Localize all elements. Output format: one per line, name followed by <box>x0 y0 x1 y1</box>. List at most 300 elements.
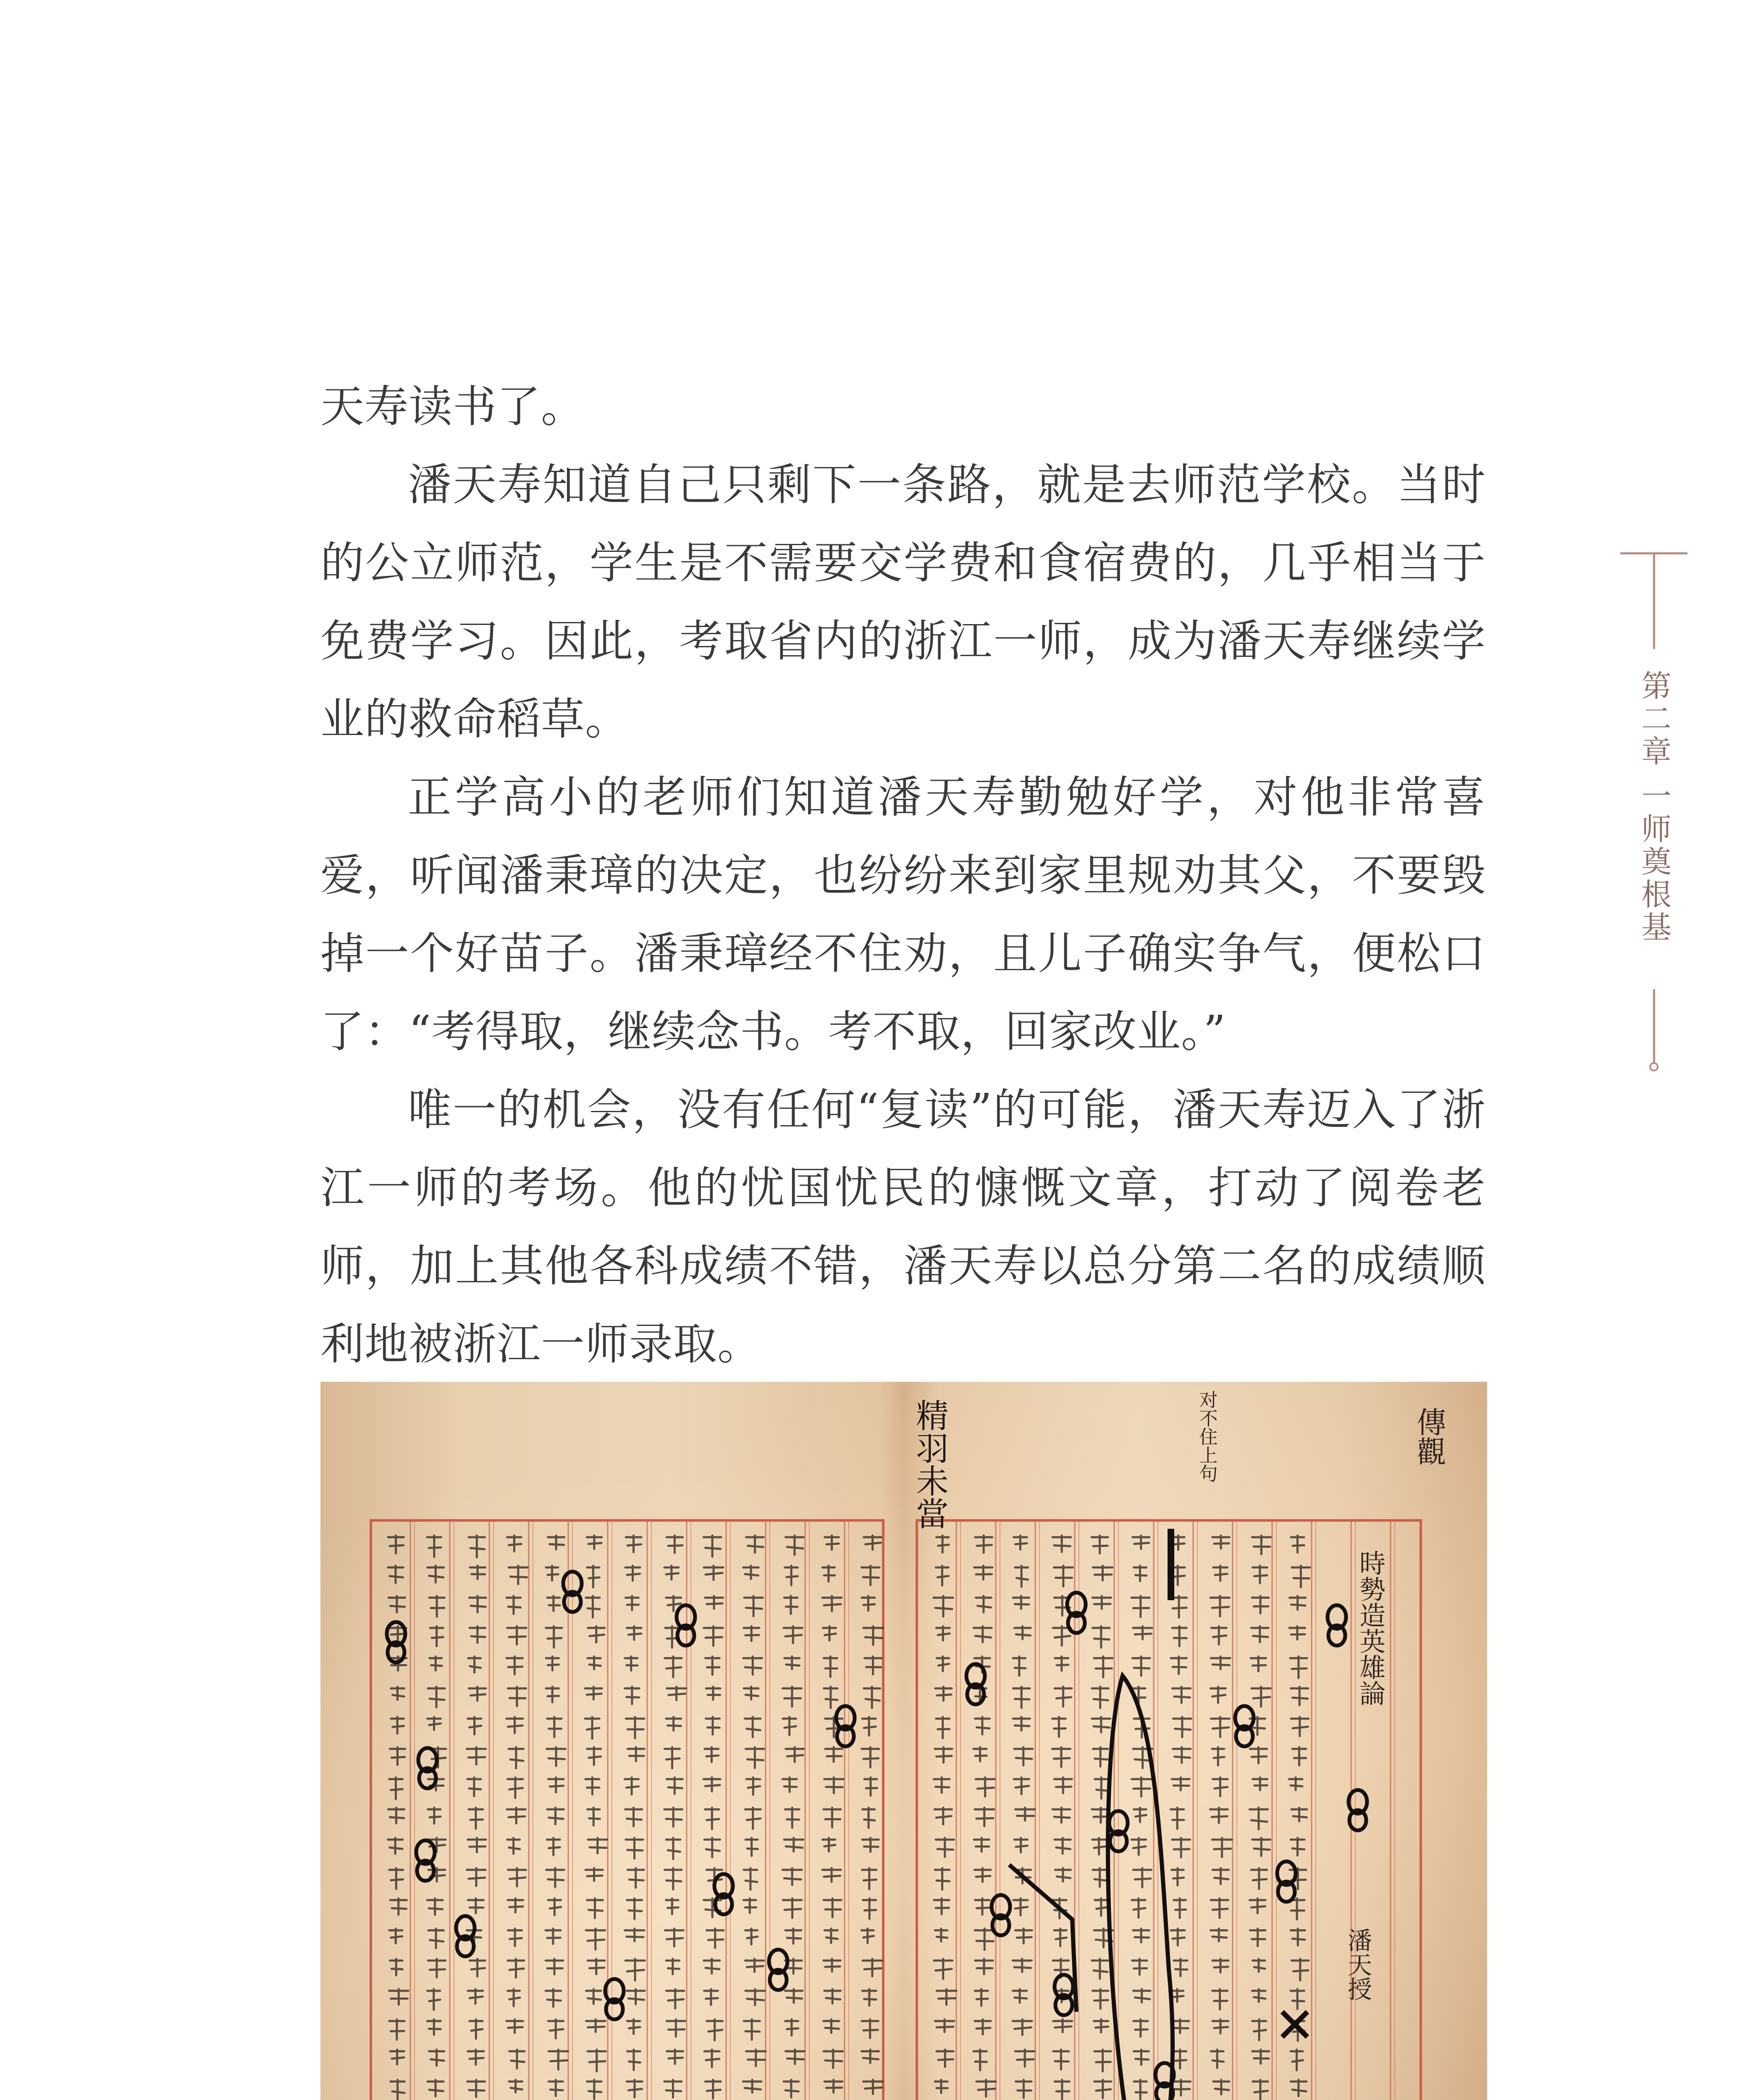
handwriting-stroke <box>506 1656 523 1674</box>
manuscript-annotation-center: 精羽未當 <box>911 1399 948 1530</box>
handwriting-stroke <box>666 1959 679 1974</box>
handwriting-stroke <box>824 1929 837 1943</box>
handwriting-stroke <box>429 2050 444 2066</box>
handwriting-stroke <box>388 1536 404 1553</box>
handwriting-stroke <box>937 2050 953 2067</box>
handwriting-stroke <box>864 1687 880 1708</box>
handwriting-stroke <box>391 1717 404 1734</box>
handwriting-stroke <box>1013 1989 1026 2003</box>
handwriting-stroke <box>743 1656 762 1675</box>
handwriting-stroke <box>587 1566 599 1588</box>
handwriting-stroke <box>389 1777 403 1799</box>
handwriting-stroke <box>548 1898 561 1915</box>
handwriting-stroke <box>935 1747 953 1763</box>
chapter-tab <box>1620 552 1687 1077</box>
handwriting-stroke <box>470 1566 485 1579</box>
handwriting-stroke <box>547 1596 560 1611</box>
handwriting-stroke <box>1249 1898 1265 1913</box>
handwriting-stroke <box>784 1838 803 1851</box>
paragraph-3: 正学高小的老师们知道潘天寿勤勉好学，对他非常喜爱，听闻潘秉璋的决定，也纷纷来到家里规劝其父，不要毁掉一个好苗子。潘秉璋经不住劝，且儿子确实争气，便松口了：“考得取，继续念书。考不取，回家改业。” <box>320 772 1486 1057</box>
handwriting-stroke <box>1211 1898 1228 1918</box>
handwriting-stroke <box>1292 1959 1309 1980</box>
handwriting-stroke <box>1016 2080 1032 2098</box>
handwriting-stroke <box>1289 1777 1302 1790</box>
handwriting-stroke <box>1252 1989 1265 2002</box>
handwriting-stroke <box>706 1929 724 1948</box>
handwriting-stroke <box>1134 2019 1148 2037</box>
handwriting-stroke <box>707 2019 723 2040</box>
handwriting-stroke <box>1134 2080 1147 2100</box>
handwriting-stroke <box>1173 1747 1191 1763</box>
handwriting-stroke <box>1172 1626 1186 1646</box>
handwriting-stroke <box>627 2050 640 2070</box>
handwriting-stroke <box>587 2080 601 2099</box>
handwriting-stroke <box>1055 1687 1071 1706</box>
handwriting-stroke <box>1289 1596 1305 1610</box>
handwriting-stroke <box>745 1808 761 1829</box>
handwriting-stroke <box>1094 1656 1113 1677</box>
handwriting-stroke <box>937 1536 949 1553</box>
handwriting-stroke <box>706 1717 719 1735</box>
handwriting-stroke <box>625 1929 644 1941</box>
handwriting-stroke <box>468 1898 483 1914</box>
handwriting-stroke <box>783 1687 802 1707</box>
handwriting-stroke <box>389 1989 409 2005</box>
handwriting-stroke <box>428 1808 441 1824</box>
handwriting-stroke <box>976 1596 992 1612</box>
handwriting-stroke <box>586 1596 600 1617</box>
handwriting-stroke <box>1291 1838 1304 1856</box>
handwriting-stroke <box>389 2019 405 2040</box>
handwriting-stroke <box>509 2050 525 2068</box>
handwriting-stroke <box>1291 1536 1304 1553</box>
handwriting-stroke <box>509 2080 522 2092</box>
handwriting-stroke <box>427 2019 441 2035</box>
handwriting-stroke <box>1289 1626 1305 1639</box>
handwriting-stroke <box>548 1536 564 1549</box>
handwriting-stroke <box>468 1717 481 1735</box>
handwriting-stroke <box>1013 1687 1030 1708</box>
handwriting-stroke <box>468 1656 481 1672</box>
handwriting-stroke <box>1252 1687 1270 1706</box>
handwriting-stroke <box>863 1959 882 1976</box>
handwriting-stroke <box>627 1898 642 1919</box>
handwriting-stroke <box>546 1687 559 1702</box>
handwriting-stroke <box>824 1687 837 1708</box>
handwriting-stroke <box>1133 1536 1149 1549</box>
handwriting-stroke <box>704 2050 719 2067</box>
handwriting-stroke <box>626 1536 641 1552</box>
body-text <box>320 368 1486 1383</box>
handwriting-stroke <box>1212 1868 1228 1884</box>
handwriting-stroke <box>935 1687 952 1701</box>
handwriting-stroke <box>785 1536 803 1555</box>
handwriting-stroke <box>935 2019 954 2032</box>
handwriting-stroke <box>1134 1808 1147 1822</box>
handwriting-stroke <box>862 1717 876 1735</box>
handwriting-stroke <box>1249 1808 1268 1830</box>
handwriting-stroke <box>467 1747 486 1764</box>
handwriting-stroke <box>744 1868 757 1890</box>
handwriting-stroke <box>547 1808 564 1824</box>
handwriting-stroke <box>625 1808 642 1826</box>
handwriting-stroke <box>1092 1838 1106 1855</box>
handwriting-stroke <box>548 1777 564 1793</box>
handwriting-stroke <box>428 1989 440 2010</box>
handwriting-stroke <box>1053 2050 1069 2069</box>
handwriting-stroke <box>1251 1868 1267 1889</box>
handwriting-stroke <box>1013 1959 1031 1972</box>
handwriting-stroke <box>1290 1656 1307 1678</box>
handwriting-stroke <box>664 2080 682 2097</box>
handwriting-stroke <box>627 1626 641 1640</box>
handwriting-stroke <box>937 1656 949 1671</box>
handwriting-stroke <box>704 1626 723 1646</box>
handwriting-stroke <box>585 1717 599 1739</box>
handwriting-stroke <box>824 2019 839 2033</box>
handwriting-stroke <box>507 1536 522 1551</box>
handwriting-stroke <box>667 1989 684 2008</box>
handwriting-stroke <box>508 1898 523 1912</box>
handwriting-stroke <box>1210 1687 1226 1703</box>
handwriting-stroke <box>1171 1656 1186 1674</box>
handwriting-stroke <box>468 2050 484 2065</box>
handwriting-stroke <box>935 1929 947 1942</box>
handwriting-stroke <box>975 1959 993 1974</box>
handwriting-stroke <box>391 2080 405 2100</box>
handwriting-stroke <box>746 1777 760 1795</box>
handwriting-stroke <box>1013 2019 1032 2035</box>
handwriting-stroke <box>388 1566 404 1583</box>
manuscript-title: 時勢造英雄論 <box>1355 1550 1386 1706</box>
handwriting-stroke <box>546 1626 562 1648</box>
handwriting-stroke <box>974 1566 992 1580</box>
handwriting-stroke <box>863 1626 883 1645</box>
handwriting-stroke <box>745 1838 758 1856</box>
handwriting-stroke <box>508 1929 522 1946</box>
handwriting-stroke <box>1092 1989 1108 2009</box>
handwriting-stroke <box>975 1808 994 1826</box>
handwriting-stroke <box>705 2080 721 2098</box>
handwriting-stroke <box>1092 1717 1110 1732</box>
handwriting-stroke <box>934 1808 952 1824</box>
handwriting-stroke <box>703 1777 720 1791</box>
handwriting-stroke <box>586 2019 606 2032</box>
handwriting-stroke <box>976 2080 996 2097</box>
handwriting-stroke <box>1055 2080 1069 2100</box>
handwriting-stroke <box>745 1747 764 1768</box>
handwriting-stroke <box>547 1838 560 1855</box>
handwriting-stroke <box>1052 1536 1071 1552</box>
handwriting-stroke <box>745 1717 761 1737</box>
handwriting-stroke <box>1291 1989 1304 2009</box>
handwriting-stroke <box>508 1989 520 2006</box>
handwriting-stroke <box>862 1989 876 2006</box>
handwriting-stroke <box>585 1687 602 1699</box>
handwriting-stroke <box>1211 1717 1229 1737</box>
handwriting-stroke <box>974 1838 989 1852</box>
handwriting-stroke <box>1212 2019 1228 2033</box>
handwriting-stroke <box>470 1626 485 1643</box>
handwriting-stroke <box>1054 1566 1073 1586</box>
handwriting-stroke <box>937 1989 956 2005</box>
handwriting-stroke <box>1174 1959 1187 1976</box>
handwriting-stroke <box>1094 2080 1111 2098</box>
handwriting-stroke <box>704 1566 723 1580</box>
handwriting-stroke <box>467 1868 486 1886</box>
handwriting-stroke <box>862 1747 879 1767</box>
handwriting-stroke <box>507 1838 520 1854</box>
handwriting-stroke <box>586 1929 605 1950</box>
handwriting-stroke <box>824 1808 841 1827</box>
handwriting-stroke <box>705 1808 719 1829</box>
handwriting-stroke <box>1291 1717 1309 1736</box>
handwriting-stroke <box>1053 2019 1072 2032</box>
handwriting-stroke <box>508 1959 524 1978</box>
handwriting-stroke <box>1092 1536 1108 1553</box>
handwriting-stroke <box>706 1687 720 1700</box>
handwriting-stroke <box>864 1656 881 1675</box>
handwriting-stroke <box>587 1747 601 1765</box>
handwriting-stroke <box>1171 1868 1184 1885</box>
handwriting-stroke <box>1251 1656 1266 1671</box>
manuscript-annotation-corner: 傳觀 <box>1412 1407 1446 1466</box>
handwriting-stroke <box>1252 2050 1270 2064</box>
handwriting-stroke <box>1133 1868 1151 1887</box>
handwriting-stroke <box>470 1959 485 1977</box>
handwriting-stroke <box>975 1989 988 2006</box>
handwriting-stroke <box>1253 1566 1268 1583</box>
handwriting-stroke <box>822 1566 835 1581</box>
handwriting-stroke <box>1095 1777 1108 1798</box>
handwriting-stroke <box>1014 1747 1033 1765</box>
handwriting-stroke <box>588 1656 601 1669</box>
handwriting-stroke <box>786 1747 804 1762</box>
handwriting-stroke <box>667 2019 685 2037</box>
handwriting-stroke <box>746 1536 764 1553</box>
handwriting-stroke <box>547 1747 565 1766</box>
handwriting-stroke <box>936 1566 948 1586</box>
handwriting-stroke <box>388 1596 405 1612</box>
handwriting-stroke <box>547 1717 562 1737</box>
handwriting-stroke <box>934 1959 953 1979</box>
handwriting-stroke <box>1015 2050 1034 2067</box>
handwriting-stroke <box>1252 1959 1265 1972</box>
paragraph-4: 唯一的机会，没有任何“复读”的可能，潘天寿迈入了浙江一师的考场。他的忧国忧民的慷慨文章，打动了阅卷老师，加上其他各科成绩不错，潘天寿以总分第二名的成绩顺利地被浙江一师录取。 <box>320 1084 1486 1370</box>
handwriting-stroke <box>1094 2019 1108 2032</box>
handwriting-stroke <box>509 1747 523 1768</box>
handwriting-stroke <box>390 1959 402 1975</box>
handwriting-stroke <box>1013 1656 1026 1676</box>
handwriting-stroke <box>1213 1566 1227 1581</box>
handwriting-stroke <box>1092 1959 1108 1979</box>
teacher-cross-mark <box>1282 2012 1307 2037</box>
handwriting-stroke <box>975 2019 991 2034</box>
handwriting-stroke <box>468 1838 486 1852</box>
handwriting-stroke <box>935 2080 947 2093</box>
handwriting-stroke <box>1211 1626 1226 1644</box>
handwriting-stroke <box>1252 1626 1269 1642</box>
handwriting-stroke <box>1210 1929 1227 1941</box>
handwriting-stroke <box>546 1566 558 1580</box>
handwriting-stroke <box>1094 2050 1111 2071</box>
handwriting-stroke <box>1252 1536 1270 1554</box>
handwriting-stroke <box>934 1777 950 1793</box>
handwriting-stroke <box>822 1596 842 1611</box>
handwriting-stroke <box>546 1989 561 2007</box>
manuscript-photo <box>320 1382 1487 2100</box>
handwriting-stroke <box>506 1717 523 1733</box>
handwriting-stroke <box>1014 1536 1027 1549</box>
handwriting-stroke <box>1170 1808 1184 1829</box>
handwriting-stroke <box>468 1989 483 2004</box>
handwriting-stroke <box>427 1898 443 1915</box>
handwriting-stroke <box>1252 2019 1266 2040</box>
handwriting-stroke <box>863 2080 883 2094</box>
handwriting-stroke <box>975 1929 994 1950</box>
handwriting-stroke <box>1055 1838 1071 1854</box>
handwriting-stroke <box>1015 1929 1032 1943</box>
handwriting-stroke <box>1134 1566 1146 1581</box>
handwriting-stroke <box>824 1959 841 1971</box>
handwriting-stroke <box>864 1777 877 1796</box>
handwriting-stroke <box>1211 1656 1230 1669</box>
handwriting-stroke <box>428 1929 444 1948</box>
handwriting-stroke <box>548 2019 563 2038</box>
handwriting-stroke <box>625 1596 638 1610</box>
handwriting-stroke <box>1132 1959 1147 1975</box>
handwriting-stroke <box>861 2050 879 2063</box>
handwriting-stroke <box>934 1898 949 1914</box>
handwriting-stroke <box>974 1868 991 1882</box>
handwriting-stroke <box>627 1868 644 1888</box>
handwriting-stroke <box>1253 1777 1268 1790</box>
chapter-tab-label: 第二章 一师奠根基 <box>1636 670 1672 944</box>
handwriting-stroke <box>1131 1838 1146 1855</box>
handwriting-stroke <box>1212 1747 1224 1765</box>
handwriting-stroke <box>824 2080 842 2092</box>
handwriting-stroke <box>1171 1929 1185 1945</box>
handwriting-stroke <box>665 1929 683 1947</box>
handwriting-stroke <box>391 1687 404 1700</box>
handwriting-stroke <box>1092 1596 1111 1609</box>
handwriting-stroke <box>430 1656 442 1670</box>
handwriting-stroke <box>1131 1596 1149 1617</box>
handwriting-stroke <box>784 1596 797 1614</box>
handwriting-stroke <box>508 1777 523 1798</box>
handwriting-stroke <box>627 1989 645 2004</box>
handwriting-stroke <box>506 2019 523 2033</box>
handwriting-stroke <box>861 1929 874 1943</box>
handwriting-stroke <box>1133 1989 1150 2003</box>
handwriting-stroke <box>862 1868 876 1889</box>
handwriting-stroke <box>469 1536 485 1557</box>
handwriting-stroke <box>467 2080 485 2097</box>
handwriting-stroke <box>1292 1747 1306 1765</box>
handwriting-stroke <box>388 1838 403 1854</box>
handwriting-stroke <box>667 2050 683 2064</box>
handwriting-stroke <box>1291 2080 1307 2096</box>
handwriting-stroke <box>625 1687 640 1704</box>
chapter-tab-bottom-stem <box>1653 989 1655 1065</box>
handwriting-stroke <box>587 1898 603 1918</box>
handwriting-stroke <box>1092 1687 1108 1708</box>
handwriting-stroke <box>783 1898 802 1918</box>
handwriting-stroke <box>1172 1838 1190 1857</box>
handwriting-stroke <box>1133 1626 1152 1639</box>
handwriting-stroke <box>469 1808 483 1829</box>
chapter-tab-top-stem <box>1653 552 1655 649</box>
handwriting-stroke <box>469 1596 486 1612</box>
handwriting-stroke <box>1013 1596 1029 1609</box>
handwriting-stroke <box>975 1536 992 1553</box>
handwriting-stroke <box>588 1838 607 1853</box>
handwriting-stroke <box>428 1959 445 1977</box>
handwriting-stroke <box>864 1536 882 1550</box>
handwriting-stroke <box>507 1626 527 1644</box>
handwriting-stroke <box>666 1717 681 1731</box>
handwriting-stroke <box>506 1596 521 1614</box>
handwriting-stroke <box>744 1596 763 1616</box>
handwriting-stroke <box>427 1536 441 1557</box>
handwriting-stroke <box>824 2050 843 2068</box>
handwriting-stroke <box>1014 1838 1027 1853</box>
handwriting-stroke <box>782 1777 797 1792</box>
handwriting-stroke <box>1250 1929 1265 1946</box>
handwriting-stroke <box>389 1868 403 1889</box>
handwriting-stroke <box>1212 1959 1228 1973</box>
handwriting-stroke <box>667 1687 686 1700</box>
handwriting-stroke <box>825 1747 842 1762</box>
handwriting-stroke <box>588 1626 605 1643</box>
handwriting-stroke <box>785 2019 798 2035</box>
handwriting-stroke <box>1292 1566 1310 1587</box>
handwriting-stroke <box>745 1959 764 1972</box>
manuscript-annotation-right: 对不住上句 <box>1196 1390 1218 1483</box>
handwriting-stroke <box>785 1808 799 1828</box>
handwriting-stroke <box>862 1838 879 1852</box>
handwriting-stroke <box>587 1536 601 1549</box>
handwriting-stroke <box>1132 1898 1145 1918</box>
paragraph-1: 天寿读书了。 <box>320 381 585 432</box>
handwriting-stroke <box>824 1989 841 2003</box>
handwriting-stroke <box>743 1898 756 1913</box>
handwriting-stroke <box>626 1717 644 1738</box>
handwriting-stroke <box>467 1777 481 1796</box>
handwriting-stroke <box>1173 1687 1191 1703</box>
handwriting-stroke <box>1210 1596 1230 1617</box>
handwriting-stroke <box>667 1777 682 1794</box>
handwriting-stroke <box>976 1777 995 1796</box>
handwriting-stroke <box>824 1777 843 1793</box>
handwriting-stroke <box>823 1626 836 1641</box>
handwriting-stroke <box>1052 1808 1071 1823</box>
handwriting-stroke <box>625 1656 638 1671</box>
handwriting-stroke <box>1094 1898 1107 1916</box>
handwriting-stroke <box>508 1868 526 1887</box>
handwriting-stroke <box>935 1868 950 1890</box>
handwriting-stroke <box>428 1566 444 1583</box>
handwriting-stroke <box>1174 1898 1186 1918</box>
handwriting-stroke <box>703 1536 721 1557</box>
handwriting-stroke <box>1093 1747 1107 1767</box>
handwriting-stroke <box>1093 1566 1112 1580</box>
handwriting-stroke <box>546 1959 563 1974</box>
handwriting-stroke <box>1212 1838 1232 1857</box>
handwriting-stroke <box>704 1959 720 1974</box>
handwriting-stroke <box>1054 1929 1067 1946</box>
handwriting-stroke <box>1250 1747 1267 1763</box>
